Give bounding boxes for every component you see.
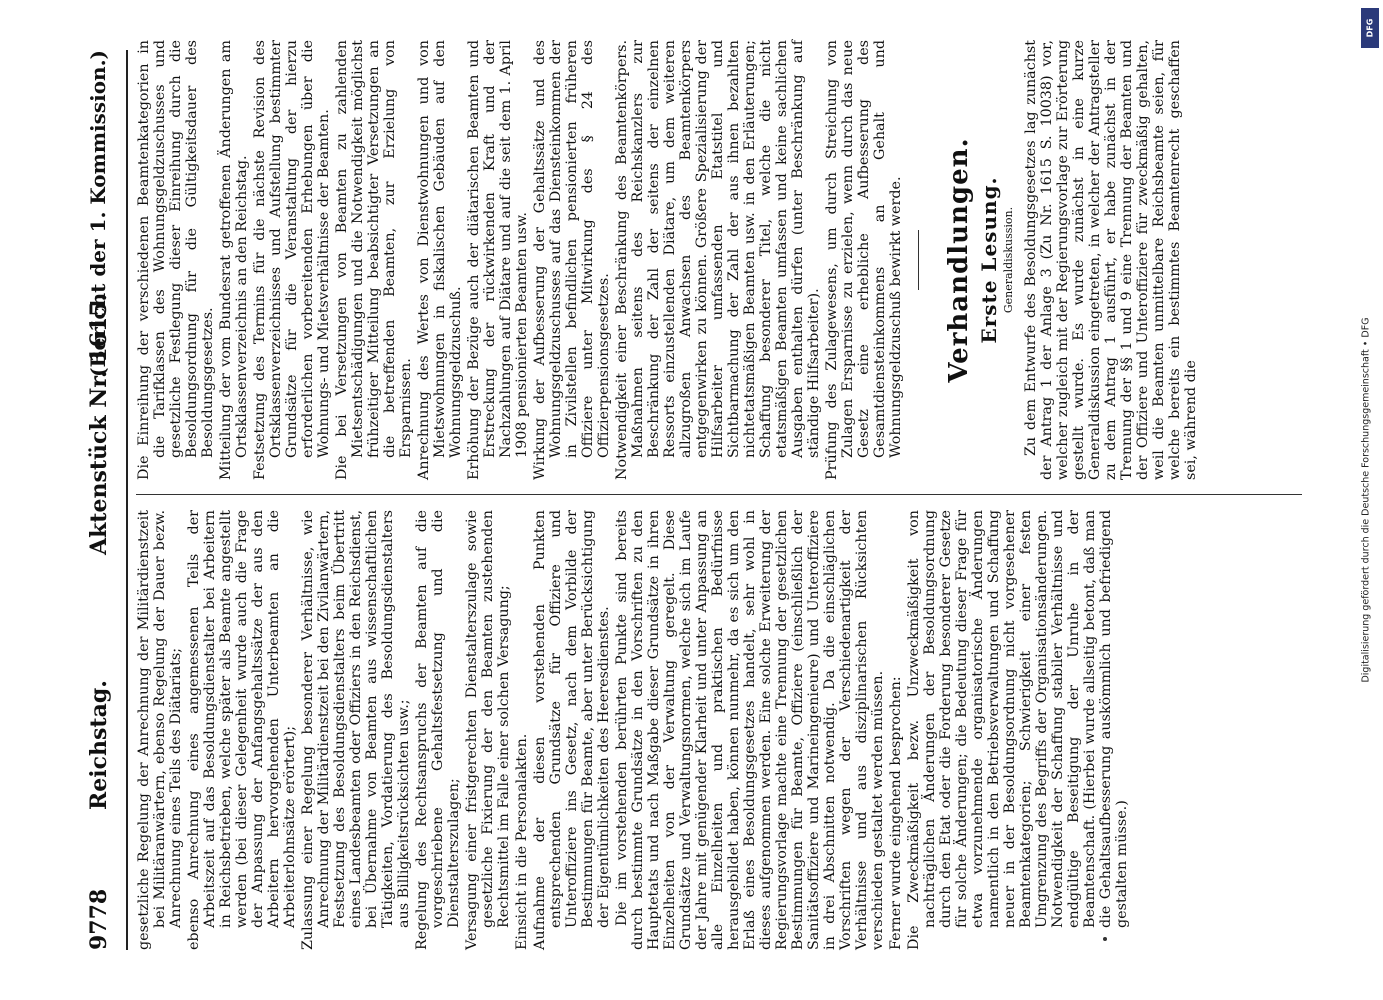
section-subsubheading: Generaldiskussion.	[1001, 206, 1014, 314]
right-column-paragraph: Festsetzung des Termins für die nächste Revision des Ortsklassenverzeichnisses und Aufstellung bestimmter Grundsätze für die Veranstaltung der hierzu erforderlichen vorbereitenden Erhebungen über die Wohnungs- und Mietsverhältnisse der Beamten.	[251, 40, 332, 480]
digitization-credit	[1355, 0, 1377, 1000]
right-column-paragraph: Die Einreihung der verschiedenen Beamtenkategorien in die Tarifklassen des Wohnungsgeldzuschusses und gesetzliche Festlegung dieser Einreihung durch die Besoldungsordnung für die Gültigkeitsdauer des Besoldungsgesetzes.	[135, 40, 216, 480]
column-divider	[136, 494, 1302, 495]
scan-speck	[1103, 937, 1107, 941]
report-title: (Bericht der 1. Kommission.)	[85, 50, 110, 377]
left-column-paragraph: gesetzliche Regelung der Anrechnung der Militärdienstzeit bei Militäranwärtern, ebenso Regelung der Dauer bezw. Anrechnung eines Teils des Diätariats;	[135, 510, 184, 950]
section-subheading: Erste Lesung.	[976, 176, 1001, 344]
left-column	[136, 510, 1302, 950]
credit-text: Digitalisierung gefördert durch die Deutsche Forschungsgemeinschaft • DFG	[1360, 317, 1372, 683]
reichstag-title: Reichstag.	[85, 680, 112, 810]
left-column-paragraph: Ferner wurde eingehend besprochen:	[887, 676, 904, 950]
right-column-items	[136, 40, 904, 480]
left-column-paragraph: Regelung des Rechtsanspruchs der Beamten auf die vorgeschriebene Gehaltsfestsetzung und die Dienstalterszulagen;	[413, 510, 462, 950]
document-page	[52, 20, 1332, 980]
left-column-paragraph: Zulassung einer Regelung besonderer Verhältnisse, wie Anrechnung der Militärdienstzeit bei den Zivilanwärtern, Festsetzung des Besoldungsdienstalters beim Übertritt eines Landesbeamten oder Offiziers in den Reichsdienst, bei Übernahme von Beamten aus wissenschaftlichen Tätigkeiten, Vordatierung des Besoldungsdienstalters aus Billigkeitsrücksichten usw.;	[299, 510, 412, 950]
page-header	[86, 50, 120, 950]
left-column-paragraph: Versagung einer fristgerechten Dienstalterszulage sowie gesetzliche Fixierung der den Beamten zustehenden Rechtsmittel im Falle einer solchen Versagung;	[463, 510, 512, 950]
section-paragraph: Zu dem Entwurfe des Besoldungsgesetzes lag zunächst der Antrag 1 der Anlage 3 (Zu Nr. 1615 S. 10038) vor, welcher zugleich mit der Regierungsvorlage zur Erörterung gestellt wurde. Es wurde zunächst in eine kurze Generaldiskussion eingetreten, in welcher der Antragsteller zu dem Antrag 1 ausführt, er habe zunächst in der Trennung der §§ 1 und 9 eine Trennung der Beamten und der Offiziere und Unteroffiziere für zweckmäßig gehalten, weil die Beamten unmittelbare Reichsbeamte seien, für welche bereits ein bestimmtes Beamtenrecht geschaffen sei, während die	[1022, 40, 1199, 480]
dfg-logo-text: DFG	[1365, 18, 1375, 38]
aktenstueck-title: Aktenstück Nr. 1615.	[85, 293, 112, 555]
right-column-paragraph: Wirkung der Aufbesserung der Gehaltssätze und des Wohnungsgeldzuschusses auf das Diensteinkommen der in Zivilstellen befindlichen pensionierten früheren Offiziere unter Mitwirkung des § 24 des Offizierpensionsgesetzes.	[531, 40, 612, 480]
dfg-logo	[1361, 8, 1379, 48]
right-column-paragraph: Anrechnung des Wertes von Dienstwohnungen und von Mietswohnungen in fiskalischen Gebäuden auf den Wohnungsgeldzuschuß.	[415, 40, 464, 480]
left-column-paragraph: Aufnahme der diesen vorstehenden Punkten entsprechenden Grundsätze für Offiziere und Unteroffiziere ins Gesetz, nach dem Vorbilde der Bestimmungen für Beamte, aber unter Berücksichtigung der Eigentümlichkeiten des Heeresdienstes.	[531, 510, 612, 950]
right-column-paragraph: Prüfung des Zulagewesens, um durch Streichung von Zulagen Ersparnisse zu erzielen, wenn durch das neue Gesetz eine erhebliche Aufbesserung des Gesamtdiensteinkommens an Gehalt und Wohnungsgeldzuschuß bewirkt werde.	[823, 40, 904, 480]
right-column-paragraph: Die bei Versetzungen von Beamten zu zahlenden Mietsentschädigungen und die Notwendigkeit möglichst frühzeitiger Mitteilung beabsichtigter Versetzungen an die betreffenden Beamten, zur Erzielung von Ersparnissen.	[333, 40, 414, 480]
section-heading: Verhandlungen.	[943, 137, 974, 383]
section-divider	[918, 230, 919, 290]
left-column-paragraph: Die Zweckmäßigkeit bezw. Unzweckmäßigkeit von nachträglichen Änderungen der Besoldungsordnung durch den Etat oder die Forderung besonderer Gesetze für solche Änderungen; die Bedeutung dieser Frage für etwa vorzunehmende organisatorische Änderungen namentlich in den Betriebsverwaltungen und Schaffung neuer in der Besoldungsordnung nicht vorgesehener Beamtenkategorien; Schwierigkeit einer festen Umgrenzung des Begriffs der Organisationsänderungen. Notwendigkeit der Schaffung stabiler Verhältnisse und endgültige Beseitigung der Unruhe in der Beamtenschaft. (Hierbei wurde allseitig betont, daß man die Gehaltsaufbesserung auskömmlich und befriedigend gestalten müsse.)	[905, 510, 1130, 950]
right-column-paragraph: Notwendigkeit einer Beschränkung des Beamtenkörpers. Maßnahmen seitens des Reichskanzlers zur Beschränkung der Zahl der seitens der einzelnen Ressorts einzustellenden Diätare, um dem weiteren allzugroßen Anwachsen des Beamtenkörpers entgegenwirken zu können. Größere Spezialisierung der Hilfsarbeiter umfassenden Etatstitel und Sichtbarmachung der Zahl der aus ihnen bezahlten nichtetatsmäßigen Beamten usw. in den Erläuterungen; Schaffung besonderer Titel, welche die nicht etatsmäßigen Beamten umfassen und keine sachlichen Ausgaben enthalten dürfen (unter Beschränkung auf ständige Hilfsarbeiter).	[613, 40, 822, 480]
page-number: 9778	[85, 888, 112, 950]
right-column-paragraph: Erhöhung der Bezüge auch der diätarischen Beamten und Erstreckung der rückwirkenden Kraft und der Nachzahlungen auf Diätare und auf die seit dem 1. April 1908 pensionierten Beamten usw.	[465, 40, 530, 480]
right-column	[136, 40, 1302, 480]
header-rule	[126, 50, 128, 950]
left-column-paragraph: Einsicht in die Personalakten.	[513, 733, 530, 950]
left-column-paragraph: Die im vorstehenden berührten Punkte sind bereits durch bestimmte Grundsätze in den Vorschriften zu den Hauptetats und nach Maßgabe dieser Grundsätze in ihren Einzelheiten von der Verwaltung geregelt. Diese Grundsätze und Verwaltungsnormen, welche sich im Laufe der Jahre mit genügender Klarheit und unter Anpassung an alle Einzelheiten und praktischen Bedürfnisse herausgebildet haben, können nunmehr, da es sich um den Erlaß eines Besoldungsgesetzes handelt, sehr wohl in dieses aufgenommen werden. Eine solche Erweiterung der Regierungsvorlage machte eine Trennung der gesetzlichen Bestimmungen für Beamte, Offiziere (einschließlich der Sanitätsoffiziere und Marineingenieure) und Unteroffiziere in drei Abschnitten notwendig. Da die einschläglichen Vorschriften wegen der Verschiedenartigkeit der Verhältnisse und aus disziplinarischen Rücksichten verschieden gestaltet werden müssen.	[613, 510, 886, 950]
left-column-paragraph: ebenso Anrechnung eines angemessenen Teils der Arbeitszeit auf das Besoldungsdienstalter bei Arbeitern in Reichsbetrieben, welche später als Beamte angestellt werden (bei dieser Gelegenheit wurde auch die Frage der Anpassung der Anfangsgehaltssätze der aus den Arbeitern hervorgehenden Unterbeamten an die Arbeiterlohnsätze erörtert);	[185, 510, 298, 950]
right-column-paragraph: Mitteilung der vom Bundesrat getroffenen Änderungen am Ortsklassenverzeichnis an den Reichstag.	[217, 40, 250, 480]
